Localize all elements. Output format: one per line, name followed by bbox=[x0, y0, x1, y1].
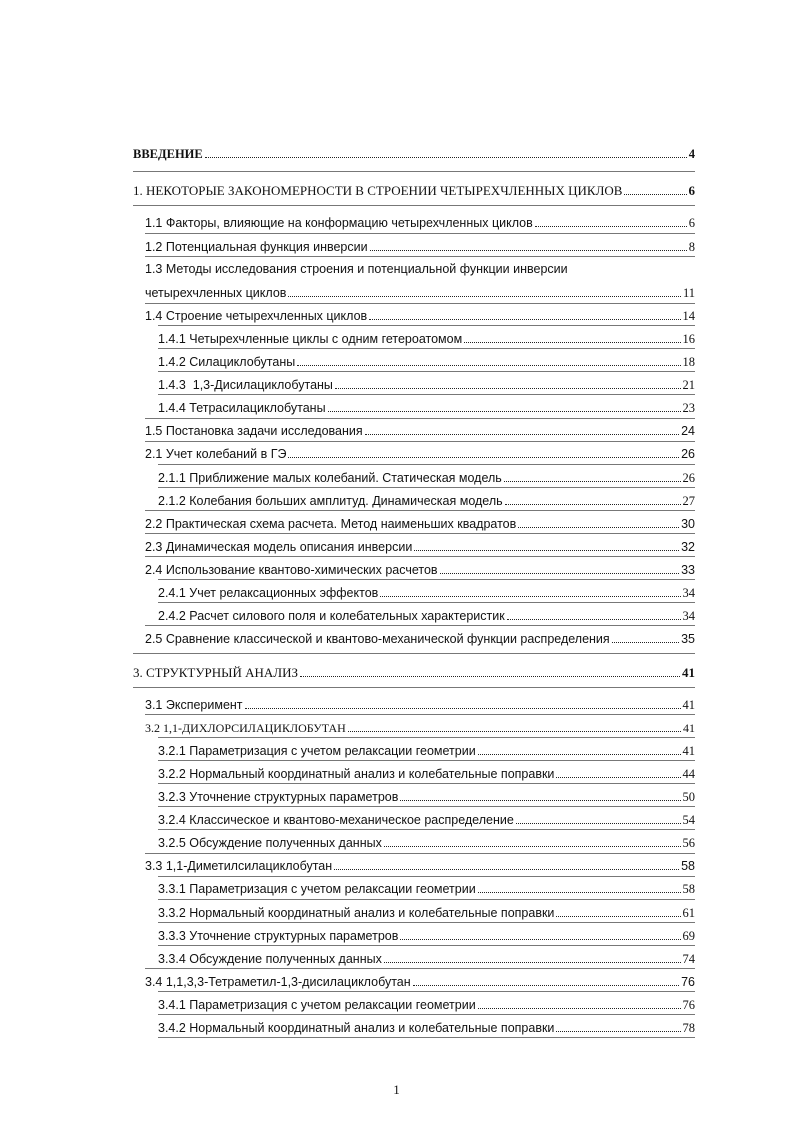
toc-leader bbox=[518, 526, 679, 528]
toc-leader bbox=[478, 1007, 681, 1009]
divider bbox=[158, 579, 695, 580]
toc-page: 41 bbox=[682, 665, 695, 680]
toc-page: 18 bbox=[682, 355, 695, 369]
toc-leader bbox=[440, 572, 680, 574]
divider bbox=[145, 233, 695, 234]
toc-leader bbox=[297, 364, 680, 366]
toc-leader bbox=[205, 156, 687, 158]
toc-entry-1-4-2[interactable] bbox=[158, 351, 695, 369]
toc-leader bbox=[365, 433, 679, 435]
toc-entry-3-2[interactable] bbox=[145, 717, 695, 735]
toc-entry-3-2-5[interactable] bbox=[158, 832, 695, 850]
toc-title: 2.1 Учет колебаний в ГЭ bbox=[145, 447, 287, 461]
toc-title: 1.2 Потенциальная функция инверсии bbox=[145, 240, 368, 254]
toc-title: 3.3.1 Параметризация с учетом релаксации геометрии bbox=[158, 882, 476, 896]
toc-page: 30 bbox=[681, 517, 695, 531]
toc-page: 34 bbox=[682, 586, 695, 600]
toc-title: 1.4.1 Четырехчленные циклы с одним гетероатомом bbox=[158, 332, 463, 346]
toc-entry-2-5[interactable] bbox=[145, 628, 695, 646]
toc-page: 41 bbox=[682, 698, 695, 712]
divider bbox=[158, 783, 695, 784]
toc-leader bbox=[505, 503, 681, 505]
toc-entry-1-4-1[interactable] bbox=[158, 328, 695, 346]
toc-entry-3-4[interactable] bbox=[145, 971, 695, 989]
toc-page: 21 bbox=[682, 378, 695, 392]
toc-entry-ch3[interactable] bbox=[133, 662, 695, 680]
toc-entry-1-3-line1[interactable]: 1.3 Методы исследования строения и потенциальной функции инверсии bbox=[145, 262, 568, 276]
toc-title: 3.3 1,1-Диметилсилациклобутан bbox=[145, 859, 333, 873]
toc-entry-2-4-2[interactable] bbox=[158, 605, 695, 623]
toc-entry-intro[interactable] bbox=[133, 143, 695, 161]
toc-entry-2-1-2[interactable] bbox=[158, 490, 695, 508]
toc-page: 24 bbox=[681, 424, 695, 438]
divider bbox=[158, 991, 695, 992]
toc-entry-3-2-1[interactable] bbox=[158, 740, 695, 758]
toc-page: 34 bbox=[682, 609, 695, 623]
toc-title: 3.2.3 Уточнение структурных параметров bbox=[158, 790, 399, 804]
toc-entry-1-4-3[interactable] bbox=[158, 374, 695, 392]
toc-title: 2.4.1 Учет релаксационных эффектов bbox=[158, 586, 379, 600]
toc-title: 3.1 Эксперимент bbox=[145, 698, 243, 712]
divider bbox=[145, 533, 695, 534]
toc-page: 56 bbox=[682, 836, 695, 850]
toc-entry-3-3-1[interactable] bbox=[158, 878, 695, 896]
toc-page: 61 bbox=[682, 906, 695, 920]
toc-page: 26 bbox=[681, 447, 695, 461]
toc-leader bbox=[300, 675, 680, 677]
toc-page: 32 bbox=[681, 540, 695, 554]
toc-page: 8 bbox=[688, 240, 695, 254]
toc-leader bbox=[400, 938, 680, 940]
toc-entry-3-1[interactable] bbox=[145, 694, 695, 712]
toc-entry-3-3-2[interactable] bbox=[158, 902, 695, 920]
divider bbox=[133, 205, 695, 206]
toc-leader bbox=[504, 480, 681, 482]
toc-page: 69 bbox=[682, 929, 695, 943]
toc-leader bbox=[384, 961, 681, 963]
toc-title: 2.1.1 Приближение малых колебаний. Статическая модель bbox=[158, 471, 502, 485]
divider bbox=[158, 1037, 695, 1038]
toc-leader bbox=[334, 868, 679, 870]
toc-title: 1.4.2 Силациклобутаны bbox=[158, 355, 296, 369]
toc-leader bbox=[328, 410, 681, 412]
divider bbox=[158, 487, 695, 488]
toc-leader bbox=[556, 1030, 680, 1032]
toc-title: 3.2.1 Параметризация с учетом релаксации геометрии bbox=[158, 744, 476, 758]
toc-title: 3.3.4 Обсуждение полученных данных bbox=[158, 952, 382, 966]
toc-entry-3-2-2[interactable] bbox=[158, 763, 695, 781]
toc-leader bbox=[400, 799, 680, 801]
toc-entry-1-2[interactable] bbox=[145, 236, 695, 254]
toc-page: 58 bbox=[682, 882, 695, 896]
toc-page: 16 bbox=[682, 332, 695, 346]
toc-title: 1.4.4 Тетрасилациклобутаны bbox=[158, 401, 326, 415]
toc-title: 1. НЕКОТОРЫЕ ЗАКОНОМЕРНОСТИ В СТРОЕНИИ ЧЕТЫРЕХЧЛЕННЫХ ЦИКЛОВ bbox=[133, 183, 623, 198]
toc-title: 2.1.2 Колебания больших амплитуд. Динамическая модель bbox=[158, 494, 503, 508]
toc-title: 2.4 Использование квантово-химических расчетов bbox=[145, 563, 438, 577]
divider bbox=[158, 371, 695, 372]
toc-title: 3.2.5 Обсуждение полученных данных bbox=[158, 836, 382, 850]
toc-page: 6 bbox=[688, 183, 695, 198]
toc-title: 3.4 1,1,3,3-Тетраметил-1,3-дисилациклобутан bbox=[145, 975, 411, 989]
toc-page: 6 bbox=[688, 216, 695, 230]
toc-page: 27 bbox=[682, 494, 695, 508]
toc-page: 76 bbox=[681, 975, 695, 989]
toc-entry-2-1[interactable] bbox=[145, 443, 695, 461]
divider bbox=[158, 394, 695, 395]
toc-title: 3.2.2 Нормальный координатный анализ и колебательные поправки bbox=[158, 767, 555, 781]
toc-entry-2-4-1[interactable] bbox=[158, 582, 695, 600]
toc-title: ВВЕДЕНИЕ bbox=[133, 147, 203, 161]
toc-entry-3-4-1[interactable] bbox=[158, 994, 695, 1012]
divider bbox=[145, 510, 695, 511]
toc-title: 1.4.3 1,3-Дисилациклобутаны bbox=[158, 378, 333, 392]
toc-leader bbox=[380, 595, 680, 597]
toc-leader bbox=[370, 249, 687, 251]
divider bbox=[145, 256, 695, 257]
toc-leader bbox=[556, 915, 680, 917]
toc-entry-2-2[interactable] bbox=[145, 513, 695, 531]
toc-page: 35 bbox=[681, 632, 695, 646]
toc-entry-3-3-4[interactable] bbox=[158, 948, 695, 966]
toc-title: 3.2.4 Классическое и квантово-механическое распределение bbox=[158, 813, 514, 827]
divider bbox=[145, 714, 695, 715]
toc-entry-1-3[interactable] bbox=[145, 282, 695, 300]
divider bbox=[158, 464, 695, 465]
toc-entry-2-1-1[interactable] bbox=[158, 467, 695, 485]
toc-title: 3.3.3 Уточнение структурных параметров bbox=[158, 929, 399, 943]
divider bbox=[158, 325, 695, 326]
toc-entry-3-2-3[interactable] bbox=[158, 786, 695, 804]
divider bbox=[158, 945, 695, 946]
toc-title: 3.3.2 Нормальный координатный анализ и колебательные поправки bbox=[158, 906, 555, 920]
toc-title: 3.2 1,1-ДИХЛОРСИЛАЦИКЛОБУТАН bbox=[145, 721, 346, 735]
toc-title: четырехчленных циклов bbox=[145, 286, 287, 300]
divider bbox=[158, 737, 695, 738]
toc-entry-1-1[interactable] bbox=[145, 212, 695, 230]
divider bbox=[145, 441, 695, 442]
toc-entry-3-3-3[interactable] bbox=[158, 925, 695, 943]
toc-page: 78 bbox=[682, 1021, 695, 1035]
toc-page: 44 bbox=[682, 767, 695, 781]
toc-entry-3-3[interactable] bbox=[145, 855, 695, 873]
toc-page: 58 bbox=[681, 859, 695, 873]
toc-title: 3.4.2 Нормальный координатный анализ и колебательные поправки bbox=[158, 1021, 555, 1035]
toc-page: 54 bbox=[682, 813, 695, 827]
toc-leader bbox=[624, 193, 686, 195]
toc-leader bbox=[288, 456, 679, 458]
toc-leader bbox=[612, 641, 679, 643]
toc-page: 4 bbox=[688, 147, 695, 161]
divider bbox=[145, 853, 695, 854]
toc-page: 33 bbox=[681, 563, 695, 577]
toc-title: 2.5 Сравнение классической и квантово-механической функции распределения bbox=[145, 632, 610, 646]
divider bbox=[158, 760, 695, 761]
page-number: 1 bbox=[393, 1082, 400, 1097]
toc-title: 3. СТРУКТУРНЫЙ АНАЛИЗ bbox=[133, 665, 299, 680]
divider bbox=[133, 653, 695, 654]
toc-title: 1.5 Постановка задачи исследования bbox=[145, 424, 363, 438]
divider bbox=[158, 348, 695, 349]
toc-leader bbox=[348, 730, 681, 732]
divider bbox=[158, 899, 695, 900]
toc-entry-1-4-4[interactable] bbox=[158, 397, 695, 415]
toc-page: 76 bbox=[682, 998, 695, 1012]
divider bbox=[158, 602, 695, 603]
divider bbox=[158, 806, 695, 807]
toc-leader bbox=[507, 618, 681, 620]
toc-leader bbox=[516, 822, 681, 824]
divider bbox=[145, 625, 695, 626]
toc-page: 23 bbox=[682, 401, 695, 415]
divider bbox=[158, 1014, 695, 1015]
toc-leader bbox=[464, 341, 680, 343]
divider bbox=[145, 418, 695, 419]
toc-entry-2-4[interactable] bbox=[145, 559, 695, 577]
toc-title: 1.4 Строение четырехчленных циклов bbox=[145, 309, 368, 323]
toc-page: 50 bbox=[682, 790, 695, 804]
divider bbox=[145, 556, 695, 557]
divider bbox=[145, 968, 695, 969]
toc-title: 2.2 Практическая схема расчета. Метод наименьших квадратов bbox=[145, 517, 517, 531]
toc-title: 2.3 Динамическая модель описания инверсии bbox=[145, 540, 413, 554]
toc-entry-3-2-4[interactable] bbox=[158, 809, 695, 827]
toc-leader bbox=[478, 891, 681, 893]
divider bbox=[133, 687, 695, 688]
toc-page: 74 bbox=[682, 952, 695, 966]
toc-leader bbox=[556, 776, 680, 778]
toc-page: 26 bbox=[682, 471, 695, 485]
toc-leader bbox=[335, 387, 681, 389]
toc-leader bbox=[288, 295, 681, 297]
toc-entry-1-4[interactable] bbox=[145, 305, 695, 323]
toc-page: 11 bbox=[682, 286, 695, 300]
divider bbox=[133, 171, 695, 172]
toc-leader bbox=[414, 549, 679, 551]
toc-leader bbox=[535, 225, 687, 227]
toc-entry-1-5[interactable] bbox=[145, 420, 695, 438]
divider bbox=[158, 876, 695, 877]
toc-title: 3.4.1 Параметризация с учетом релаксации геометрии bbox=[158, 998, 476, 1012]
divider bbox=[158, 829, 695, 830]
divider bbox=[145, 303, 695, 304]
toc-leader bbox=[384, 845, 681, 847]
toc-page: 41 bbox=[683, 721, 695, 735]
toc-leader bbox=[245, 707, 681, 709]
toc-entry-2-3[interactable] bbox=[145, 536, 695, 554]
toc-leader bbox=[478, 753, 681, 755]
toc-title: 2.4.2 Расчет силового поля и колебательных характеристик bbox=[158, 609, 505, 623]
divider bbox=[158, 922, 695, 923]
toc-leader bbox=[413, 984, 679, 986]
toc-page: 14 bbox=[682, 309, 695, 323]
toc-page: 41 bbox=[682, 744, 695, 758]
toc-leader bbox=[369, 318, 680, 320]
toc-title: 1.1 Факторы, влияющие на конформацию четырехчленных циклов bbox=[145, 216, 533, 230]
toc-entry-ch1[interactable] bbox=[133, 180, 695, 198]
toc-entry-3-4-2[interactable] bbox=[158, 1017, 695, 1035]
